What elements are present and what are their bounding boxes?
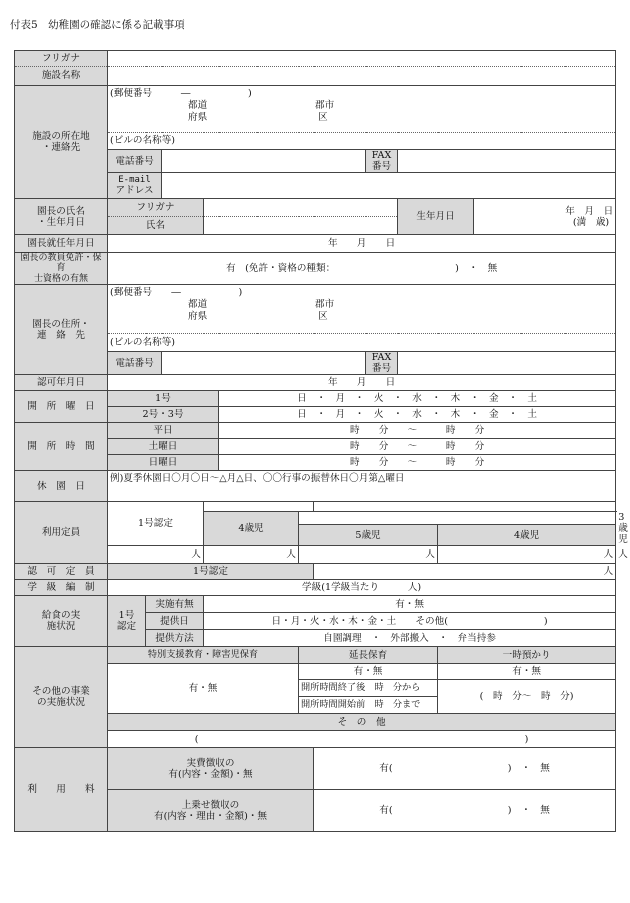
temporary-care-label: 一時預かり (438, 647, 616, 664)
email-label-2: アドレス (115, 185, 154, 197)
meals-row2-label: 提供日 (146, 613, 204, 630)
holidays-label: 休 園 日 (15, 471, 108, 502)
principal-address-label (15, 285, 108, 375)
extended-care-label: 延長保育 (299, 647, 438, 664)
class-field[interactable]: 学級(1学級当たり 人) (108, 580, 616, 596)
facility-name-field[interactable] (108, 67, 616, 86)
furigana-label: フリガナ (15, 51, 108, 67)
license-field[interactable]: 有 (免許・資格の種類： ) ・ 無 (108, 253, 616, 285)
principal-phone-field[interactable] (162, 352, 366, 375)
other-label-1: その他の事業 (32, 686, 90, 698)
open-hours-sunday-label: 日曜日 (108, 455, 219, 471)
page-title: 付表5 幼稚園の確認に係る記載事項 (10, 19, 185, 31)
principal-building-field[interactable]: (ビルの名称等) (108, 334, 616, 352)
open-hours-weekday-field[interactable]: 時 分 ～ 時 分 (219, 423, 616, 439)
meals-row3-field[interactable]: 自園調理 ・ 外部搬入 ・ 弁当持参 (204, 630, 616, 647)
meals-label-1: 給食の実 (41, 610, 81, 622)
principal-address-label-2: 連 絡 先 (37, 329, 85, 341)
address-label (15, 86, 108, 199)
principal-label-2: ・生年月日 (37, 216, 85, 228)
temporary-care-field[interactable]: 有・無 (438, 664, 616, 680)
other-other-field[interactable]: ( ) (108, 731, 616, 748)
fax-label: FAX番号 (366, 150, 398, 173)
principal-postal-text: (郵便番号 ― ) (110, 287, 243, 299)
ku-text: 区 (318, 112, 328, 123)
capacity-col1-header: 1号認定 (108, 502, 204, 546)
fees-row1-label-1: 実費徴収の (186, 757, 235, 769)
class-label: 学 級 編 制 (15, 580, 108, 596)
todo-text: 都道 (188, 100, 208, 111)
meals-label-2: 施状況 (46, 621, 76, 633)
meals-sub-2: 認定 (116, 621, 137, 633)
building-name-field[interactable]: (ビルの名称等) (108, 133, 616, 150)
capacity-col4-value[interactable]: 人 (438, 546, 616, 564)
special-support-label: 特別支援教育・障害児保育 (108, 647, 299, 664)
facility-name-label: 施設名称 (15, 67, 108, 86)
extended-after-field[interactable]: 開所時間終了後 時 分から (299, 680, 438, 697)
capacity-col1-value[interactable]: 人 (108, 546, 204, 564)
open-days-row2-label: 2号・3号 (108, 407, 219, 423)
principal-furigana-field[interactable] (204, 199, 398, 217)
facility-furigana-field[interactable] (108, 51, 616, 67)
extended-before-field[interactable]: 開所時間開始前 時 分まで (299, 697, 438, 714)
capacity-col2-value[interactable]: 人 (204, 546, 299, 564)
birth-field[interactable] (474, 199, 616, 235)
principal-phone-label: 電話番号 (108, 352, 162, 375)
open-days-row2-field[interactable]: 日 ・ 月 ・ 火 ・ 水 ・ 木 ・ 金 ・ 土 (219, 407, 616, 423)
open-hours-saturday-label: 土曜日 (108, 439, 219, 455)
principal-fax-label: FAX番号 (366, 352, 398, 375)
address-label-line2: ・連絡先 (41, 142, 81, 154)
appointed-label: 園長就任年月日 (15, 235, 108, 253)
open-hours-weekday-label: 平日 (108, 423, 219, 439)
open-hours-sunday-field[interactable]: 時 分 ～ 時 分 (219, 455, 616, 471)
other-other-label: そ の 他 (108, 714, 616, 731)
principal-ku-text: 区 (318, 311, 328, 323)
email-field[interactable] (162, 173, 616, 199)
approved-capacity-value[interactable]: 人 (314, 564, 616, 580)
meals-sub-label (108, 596, 146, 647)
approved-capacity-sub: 1号認定 (108, 564, 314, 580)
meals-label (15, 596, 108, 647)
principal-furigana-label: フリガナ (108, 199, 204, 217)
open-days-row1-field[interactable]: 日 ・ 月 ・ 火 ・ 水 ・ 木 ・ 金 ・ 土 (219, 391, 616, 407)
principal-todo-text: 都道 (188, 299, 208, 311)
meals-row3-label: 提供方法 (146, 630, 204, 647)
meals-row1-label: 実施有無 (146, 596, 204, 613)
fees-row2-field[interactable]: 有( ) ・ 無 (314, 790, 616, 832)
license-label-1: 園長の教員免許・保育 (20, 253, 102, 274)
birth-value-1: 年 月 日 (565, 205, 614, 217)
capacity-col4-header: 4歳児 (438, 524, 616, 545)
fees-row1-field[interactable]: 有( ) ・ 無 (314, 748, 616, 790)
fees-row2-label (108, 790, 314, 832)
meals-row1-field[interactable]: 有・無 (204, 596, 616, 613)
fax-field[interactable] (398, 150, 616, 173)
fees-label: 利 用 料 (15, 748, 108, 832)
principal-fuken-text: 府県 (188, 311, 208, 323)
principal-label (15, 199, 108, 235)
open-days-row1-label: 1号 (108, 391, 219, 407)
capacity-label: 利用定員 (15, 502, 108, 564)
phone-label: 電話番号 (108, 150, 162, 173)
fees-row2-label-2: 有(内容・理由・金額)・無 (153, 810, 268, 822)
principal-gunshi-text: 郡市 (315, 299, 335, 311)
principal-name-field[interactable] (204, 217, 398, 235)
address-label-line1: 施設の所在地 (32, 131, 90, 142)
principal-address-label-1: 園長の住所・ (32, 318, 90, 330)
birth-value-2: (満 歳) (572, 216, 610, 228)
email-label (108, 173, 162, 199)
open-hours-label: 開 所 時 間 (15, 423, 108, 471)
holidays-field[interactable]: 例)夏季休園日〇月〇日～△月△日、〇〇行事の振替休日〇月第△曜日 (108, 471, 616, 502)
birth-label: 生年月日 (398, 199, 474, 235)
temporary-time-field[interactable]: ( 時 分～ 時 分) (438, 680, 616, 714)
license-label-2: 士資格の有無 (33, 273, 88, 284)
fees-row2-label-1: 上乗せ徴収の (181, 799, 240, 811)
capacity-col2-header: 4歳児 (204, 512, 299, 546)
email-label-1: E-mail (118, 174, 151, 185)
appointed-field[interactable]: 年 月 日 (108, 235, 616, 253)
approved-capacity-label: 認 可 定 員 (15, 564, 108, 580)
other-services-label (15, 647, 108, 748)
special-support-field[interactable]: 有・無 (108, 664, 299, 714)
meals-sub-1: 1号 (118, 610, 135, 622)
address-field[interactable] (108, 86, 616, 133)
fees-row1-label-2: 有(内容・金額)・無 (168, 768, 253, 780)
meals-row2-field[interactable]: 日・月・火・水・木・金・土 その他( ) (204, 613, 616, 630)
principal-address-field[interactable] (108, 285, 616, 334)
principal-fax-field[interactable] (398, 352, 616, 375)
fees-row1-label (108, 748, 314, 790)
capacity-col3-value[interactable]: 人 (299, 546, 438, 564)
capacity-col3-header: 5歳児 (299, 524, 438, 545)
gunshi-text: 郡市 (315, 100, 335, 111)
principal-name-label: 氏名 (108, 217, 204, 235)
license-label (15, 253, 108, 285)
extended-care-field[interactable]: 有・無 (299, 664, 438, 680)
approval-label: 認可年月日 (15, 375, 108, 391)
phone-field[interactable] (162, 150, 366, 173)
postal-code-text: (郵便番号 ― ) (110, 88, 252, 99)
principal-label-1: 園長の氏名 (37, 205, 85, 217)
fuken-text: 府県 (188, 112, 208, 123)
approval-field[interactable]: 年 月 日 (108, 375, 616, 391)
open-hours-saturday-field[interactable]: 時 分 ～ 時 分 (219, 439, 616, 455)
open-days-label: 開 所 曜 日 (15, 391, 108, 423)
other-label-2: の実施状況 (37, 697, 85, 709)
form-table: フリガナ 施設名称 施設の所在地 ・連絡先 (郵便番号 ― ) 都道 郡市 府県 区 (ビルの名称等) 電話番号 FAX番号 E-mail アドレス 園長の氏名 ・生年月日 フリガナ 生年月日 年 月 日 (満 歳) 氏名 園長就任年月日 年 月 日 園長の教員免許・保育 士資格の有無 有 (免許・資格の種類： ) ・ 無 園長の住所・ 連 絡 先 (郵便番号 ― ) 都道 郡市 府県 区 (ビルの名称等) 電話番号 FAX番号 認可年月日 年 月 日 開 所 曜 日 1号 日 ・ 月 ・ 火 ・ 水 ・ 木 ・ 金 ・ 土 2号・3号 日 ・ 月 ・ 火 ・ 水 ・ 木 ・ 金 ・ 土 開 所 時 間 平日 時 分 ～ 時 分 土曜日 時 分 ～ 時 分 日曜日 時 分 ～ 時 分 休 園 日 例)夏季休園日〇月〇日～△月△日、〇〇行事の振替休日〇月第△曜日 利用定員 1号認定 4歳児 3歳児 5歳児 4歳児 人 人 人 人 人 認 可 定 員 1号認定 人 学 級 編 制 学級(1学級当たり 人) 給食の実 施状況 1号 認定 実施有無 有・無 提供日 日・月・火・水・木・金・土 その他( ) 提供方法 自園調理 ・ 外部搬入 ・ 弁当持参 その他の事業 の実施状況 特別支援教育・障害児保育 延長保育 一時預かり 有・無 有・無 有・無 開所時間終了後 時 分から ( 時 分～ 時 分) 開所時間開始前 時 分まで そ の 他 ( ) 利 用 料 実費徴収の 有(内容・金額)・無 有( ) ・ 無 上乗せ徴収の 有(内容・理由・金額)・無 有( ) ・ 無 (14, 50, 615, 832)
